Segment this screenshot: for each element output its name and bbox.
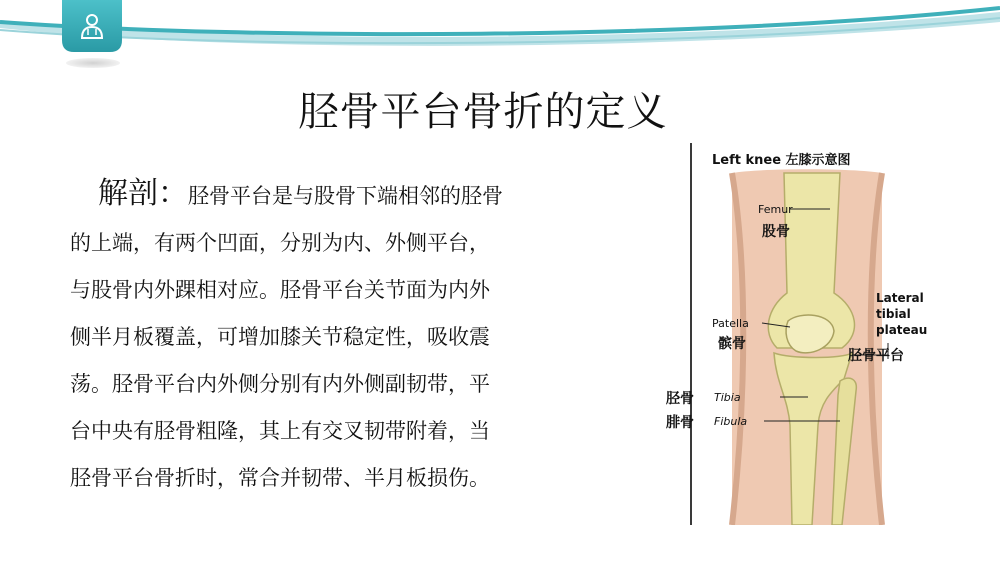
label-femur-en: Femur <box>758 203 793 216</box>
label-tibia-cn: 胫骨 <box>666 391 694 407</box>
body-line-3: 与股骨内外踝相对应。胫骨平台关节面为内外 <box>70 278 490 302</box>
body-line-4: 侧半月板覆盖，可增加膝关节稳定性，吸收震 <box>70 325 490 349</box>
page-title: 胫骨平台骨折的定义 <box>298 89 668 135</box>
label-fibula-en: Fibula <box>714 415 748 428</box>
label-lateral-3: plateau <box>876 323 928 337</box>
body-line-text: 胫骨平台是与股骨下端相邻的胫骨 <box>188 184 503 208</box>
label-tibia-en: Tibia <box>714 391 741 404</box>
label-patella-en: Patella <box>712 317 749 330</box>
header-band <box>0 0 1000 70</box>
body-line-6: 台中央有胫骨粗隆，其上有交叉韧带附着，当 <box>70 419 490 443</box>
body-line-2: 的上端，有两个凹面，分别为内、外侧平台， <box>70 231 490 255</box>
label-femur-cn: 股骨 <box>762 224 790 240</box>
body-paragraph <box>70 170 590 502</box>
body-line-1 <box>70 170 590 220</box>
knee-figure <box>666 143 928 525</box>
label-lateral-2: tibial <box>876 307 911 321</box>
figure-title: Left knee 左膝示意图 <box>712 153 851 168</box>
body-line-5: 荡。胫骨平台内外侧分别有内外侧副韧带，平 <box>70 372 490 396</box>
label-lateral-1: Lateral <box>876 291 924 305</box>
body-line-7: 胫骨平台骨折时，常合并韧带、半月板损伤。 <box>70 466 490 490</box>
label-plateau-cn: 胫骨平台 <box>848 348 904 364</box>
doctor-icon <box>62 0 122 52</box>
lead-term: 解剖： <box>98 176 188 211</box>
label-fibula-cn: 腓骨 <box>666 415 694 431</box>
label-patella-cn: 髌骨 <box>718 336 746 352</box>
logo-shadow <box>66 58 120 68</box>
